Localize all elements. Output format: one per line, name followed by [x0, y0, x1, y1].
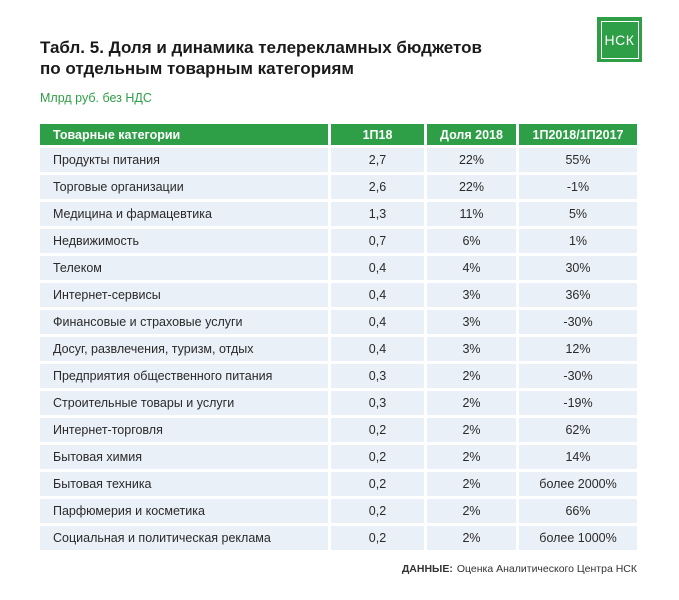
cell-1h18: 0,3 — [331, 364, 424, 388]
cell-1h18: 0,2 — [331, 526, 424, 550]
cell-share-2018: 2% — [427, 391, 516, 415]
cell-share-2018: 6% — [427, 229, 516, 253]
cell-category: Парфюмерия и косметика — [40, 499, 328, 523]
cell-1h18: 0,7 — [331, 229, 424, 253]
cell-category: Предприятия общественного питания — [40, 364, 328, 388]
cell-1h18: 0,4 — [331, 283, 424, 307]
cell-category: Досуг, развлечения, туризм, отдых — [40, 337, 328, 361]
cell-share-2018: 3% — [427, 337, 516, 361]
units-subtitle: Млрд руб. без НДС — [40, 91, 152, 105]
cell-growth: 5% — [519, 202, 637, 226]
cell-growth: 62% — [519, 418, 637, 442]
cell-growth: 12% — [519, 337, 637, 361]
cell-share-2018: 3% — [427, 310, 516, 334]
table-row — [40, 526, 637, 550]
cell-category: Бытовая химия — [40, 445, 328, 469]
nsk-logo — [597, 17, 642, 62]
cell-share-2018: 2% — [427, 364, 516, 388]
cell-1h18: 0,3 — [331, 391, 424, 415]
cell-1h18: 0,2 — [331, 418, 424, 442]
cell-category: Телеком — [40, 256, 328, 280]
cell-share-2018: 2% — [427, 445, 516, 469]
table-row — [40, 148, 637, 172]
table-header-row — [40, 124, 637, 145]
cell-category: Интернет-сервисы — [40, 283, 328, 307]
cell-category: Строительные товары и услуги — [40, 391, 328, 415]
header-share-2018: Доля 2018 — [427, 124, 516, 145]
logo-text: НСК — [601, 21, 639, 59]
cell-category: Бытовая техника — [40, 472, 328, 496]
table-row — [40, 256, 637, 280]
table-row — [40, 445, 637, 469]
cell-share-2018: 11% — [427, 202, 516, 226]
cell-share-2018: 4% — [427, 256, 516, 280]
table-row — [40, 472, 637, 496]
table-row — [40, 499, 637, 523]
cell-growth: -1% — [519, 175, 637, 199]
cell-growth: -30% — [519, 310, 637, 334]
table-row — [40, 391, 637, 415]
cell-1h18: 0,4 — [331, 310, 424, 334]
header-growth: 1П2018/1П2017 — [519, 124, 637, 145]
table-row — [40, 364, 637, 388]
page-title — [40, 37, 540, 79]
cell-growth: более 2000% — [519, 472, 637, 496]
cell-category: Торговые организации — [40, 175, 328, 199]
table-row — [40, 418, 637, 442]
table-row — [40, 229, 637, 253]
cell-1h18: 0,2 — [331, 472, 424, 496]
cell-1h18: 1,3 — [331, 202, 424, 226]
budget-table — [37, 121, 640, 553]
source-note — [402, 563, 637, 575]
cell-share-2018: 22% — [427, 148, 516, 172]
cell-1h18: 2,7 — [331, 148, 424, 172]
source-label: ДАННЫЕ: — [401, 563, 453, 575]
cell-growth: -30% — [519, 364, 637, 388]
table-row — [40, 175, 637, 199]
cell-growth: 36% — [519, 283, 637, 307]
cell-1h18: 2,6 — [331, 175, 424, 199]
cell-share-2018: 2% — [427, 472, 516, 496]
cell-growth: 1% — [519, 229, 637, 253]
table-row — [40, 202, 637, 226]
cell-category: Финансовые и страховые услуги — [40, 310, 328, 334]
cell-growth: -19% — [519, 391, 637, 415]
cell-1h18: 0,4 — [331, 337, 424, 361]
cell-1h18: 0,2 — [331, 445, 424, 469]
cell-growth: 30% — [519, 256, 637, 280]
header-category: Товарные категории — [40, 124, 328, 145]
cell-share-2018: 2% — [427, 499, 516, 523]
table-row — [40, 337, 637, 361]
cell-category: Медицина и фармацевтика — [40, 202, 328, 226]
table-row — [40, 283, 637, 307]
cell-share-2018: 2% — [427, 418, 516, 442]
cell-category: Недвижимость — [40, 229, 328, 253]
cell-category: Продукты питания — [40, 148, 328, 172]
cell-1h18: 0,4 — [331, 256, 424, 280]
header-1h18: 1П18 — [331, 124, 424, 145]
cell-share-2018: 2% — [427, 526, 516, 550]
cell-1h18: 0,2 — [331, 499, 424, 523]
cell-category: Интернет-торговля — [40, 418, 328, 442]
source-text: Оценка Аналитического Центра НСК — [456, 563, 637, 575]
title-line-1: Табл. 5. Доля и динамика телерекламных бюджетов — [40, 38, 482, 57]
cell-category: Социальная и политическая реклама — [40, 526, 328, 550]
cell-growth: 14% — [519, 445, 637, 469]
table-body — [40, 148, 637, 550]
table-row — [40, 310, 637, 334]
title-line-2: по отдельным товарным категориям — [40, 59, 354, 78]
cell-share-2018: 22% — [427, 175, 516, 199]
cell-growth: 66% — [519, 499, 637, 523]
cell-share-2018: 3% — [427, 283, 516, 307]
cell-growth: более 1000% — [519, 526, 637, 550]
cell-growth: 55% — [519, 148, 637, 172]
